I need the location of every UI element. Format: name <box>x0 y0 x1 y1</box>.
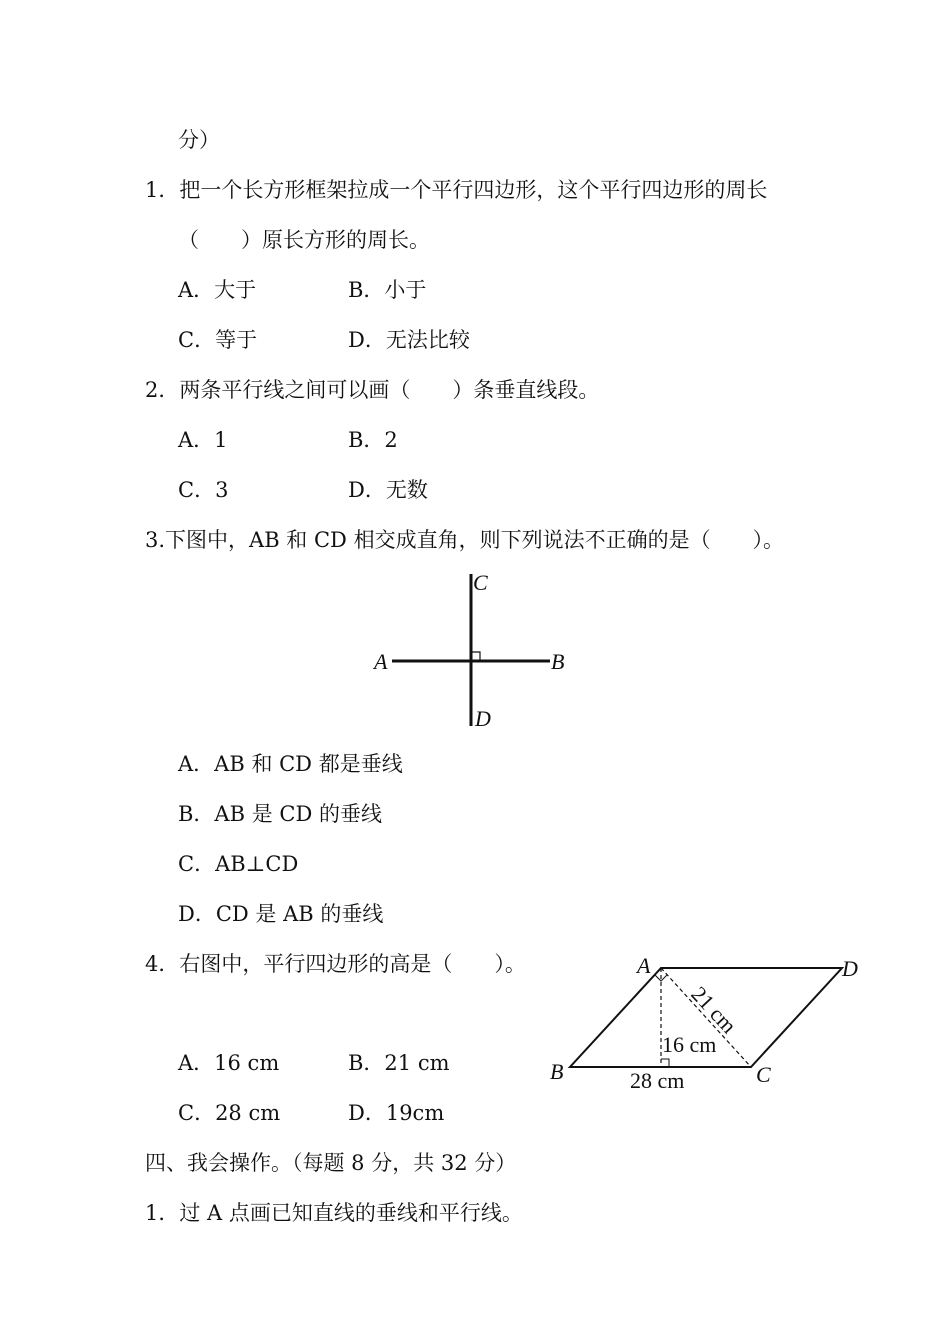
label-d: D <box>475 706 491 731</box>
question-4-text: 4．右图中，平行四边形的高是（ ）。 <box>145 952 526 976</box>
label-c: C <box>473 570 488 595</box>
figure-perpendicular-lines <box>360 560 600 740</box>
q1-option-c[interactable]: C．等于 <box>178 328 258 352</box>
question-3-text: 3.下图中，AB 和 CD 相交成直角，则下列说法不正确的是（ ）。 <box>145 528 785 552</box>
q1-option-d[interactable]: D．无法比较 <box>348 328 470 352</box>
right-angle-mark-bottom <box>661 1059 669 1067</box>
label-a: A <box>637 953 651 978</box>
q3-option-d[interactable]: D．CD 是 AB 的垂线 <box>178 902 384 926</box>
q4-option-b[interactable]: B．21 cm <box>348 1051 450 1075</box>
measure-21cm: 21 cm <box>686 981 742 1039</box>
q4-option-a[interactable]: A．16 cm <box>178 1051 280 1075</box>
q1-option-a[interactable]: A．大于 <box>178 278 257 302</box>
q3-option-a[interactable]: A．AB 和 CD 都是垂线 <box>178 752 403 776</box>
label-d: D <box>842 956 858 981</box>
label-b: B <box>550 1059 564 1084</box>
question-2-text: 2．两条平行线之间可以画（ ）条垂直线段。 <box>145 378 600 402</box>
measure-28cm: 28 cm <box>630 1068 685 1093</box>
figure-parallelogram <box>540 945 880 1100</box>
label-b: B <box>551 649 565 674</box>
q3-option-b[interactable]: B．AB 是 CD 的垂线 <box>178 802 382 826</box>
q4-option-d[interactable]: D．19cm <box>348 1101 445 1125</box>
section-4-heading: 四、我会操作。（每题 8 分，共 32 分） <box>145 1151 517 1175</box>
q2-option-b[interactable]: B．2 <box>348 428 398 452</box>
measure-16cm: 16 cm <box>662 1032 717 1057</box>
label-a: A <box>374 649 388 674</box>
q2-option-a[interactable]: A．1 <box>178 428 228 452</box>
question-1-text: 1．把一个长方形框架拉成一个平行四边形，这个平行四边形的周长 <box>145 178 768 202</box>
q4-option-c[interactable]: C．28 cm <box>178 1101 281 1125</box>
q3-option-c[interactable]: C．AB⊥CD <box>178 852 299 876</box>
q1-option-b[interactable]: B．小于 <box>348 278 427 302</box>
q2-option-c[interactable]: C．3 <box>178 478 229 502</box>
question-1-text-cont: （ ）原长方形的周长。 <box>178 228 430 252</box>
q2-option-d[interactable]: D．无数 <box>348 478 428 502</box>
continued-text: 分） <box>178 128 220 152</box>
label-c: C <box>756 1062 771 1087</box>
section-4-question-1: 1．过 A 点画已知直线的垂线和平行线。 <box>145 1201 523 1225</box>
